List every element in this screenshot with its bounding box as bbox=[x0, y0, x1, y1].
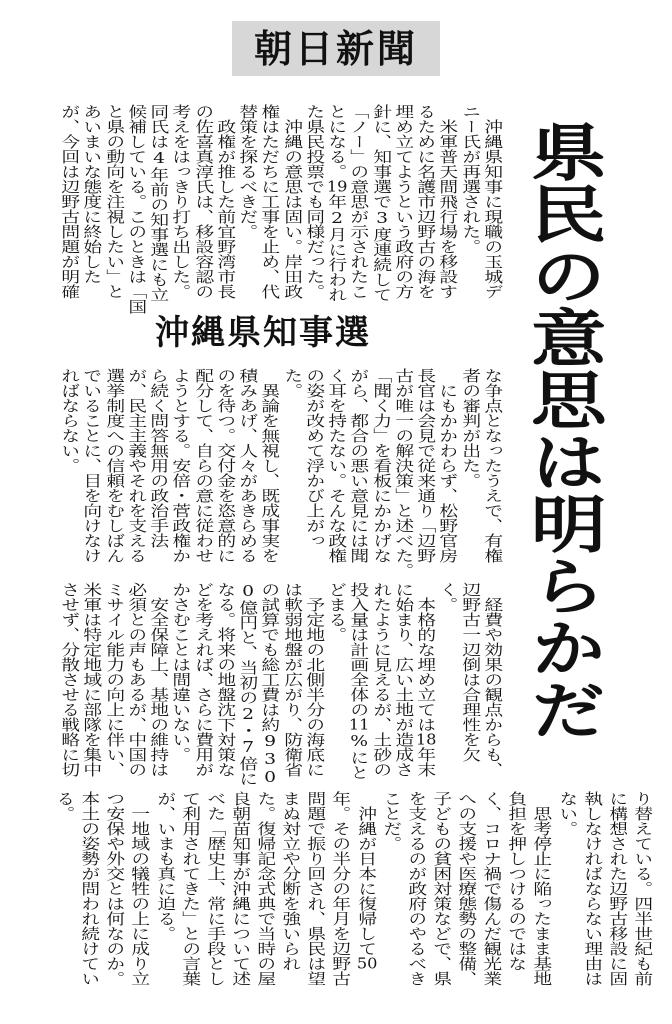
text-column: でいることに、目を向けなけ bbox=[81, 368, 104, 563]
text-column: ら続く問答無用の政治手法 bbox=[147, 368, 171, 548]
text-column: は軟弱地盤が広がり、防衛省 bbox=[281, 582, 304, 777]
text-column: 子どもの貧困対策などで、県 bbox=[430, 791, 454, 986]
text-column: 良朝苗知事が沖縄について述 bbox=[229, 791, 253, 986]
text-column: を支えるのが政府のやるべき bbox=[405, 791, 429, 986]
text-column: つ安保や外交とは何なのか。 bbox=[104, 791, 127, 986]
article-tier-1 bbox=[58, 104, 505, 316]
text-column: 配分して、自らの意に従わせ bbox=[192, 368, 215, 563]
text-column: く耳を持たない。そんな政権 bbox=[325, 368, 349, 563]
text-column: にもかかわらず、松野官房 bbox=[437, 368, 460, 563]
text-column: なる。将来の地盤沈下対策な bbox=[214, 582, 238, 777]
text-column: 辺野古一辺倒は合理性を欠 bbox=[459, 582, 482, 762]
text-column: まぬ対立や分断を強いられ bbox=[280, 791, 303, 971]
text-column: く、コロナ禍で傷んだ観光業 bbox=[481, 791, 504, 986]
text-column: 負担を押しつけるのではな bbox=[506, 791, 529, 971]
text-column: 者の審判が出た。 bbox=[459, 368, 482, 488]
text-column: あいまいな態度に終始した bbox=[81, 104, 104, 284]
text-column: るために名護市辺野古の海を bbox=[414, 104, 438, 299]
text-column: た。 bbox=[281, 368, 304, 398]
masthead-label: 朝日新聞 bbox=[253, 26, 418, 71]
text-column: 埋め立てようという政府の方 bbox=[392, 104, 416, 299]
text-column: 沖縄県知事に現職の玉城デ bbox=[481, 104, 505, 299]
text-column: 必須との声もあるが、中国の bbox=[125, 582, 149, 777]
text-column: ようとする。安倍・菅政権か bbox=[170, 368, 193, 563]
text-column: 古が唯一の解決策」と述べた。 bbox=[392, 368, 416, 578]
text-column: 積みあげ、人々があきらめる bbox=[236, 368, 260, 563]
text-column: 権はただちに工事を止め、代 bbox=[259, 104, 282, 299]
article-tier-2 bbox=[58, 368, 505, 580]
text-column: どまる。 bbox=[325, 582, 349, 642]
text-column: 針に、知事選で3度連続して bbox=[370, 104, 393, 302]
text-column: 替策を探るべきだ。 bbox=[236, 104, 260, 239]
article-tier-4 bbox=[53, 791, 655, 1003]
text-column: 考えをはっきり打ち出した。 bbox=[170, 104, 193, 299]
text-column: 候補している。このときは「国 bbox=[125, 104, 149, 314]
text-column: 沖縄が日本に復帰して50 bbox=[355, 791, 378, 971]
text-column: 問題で振り回され、県民は望 bbox=[305, 791, 328, 986]
text-column: とになる。19年2月に行われ bbox=[325, 104, 349, 302]
text-column: ればならない。 bbox=[58, 368, 82, 473]
article-tier-3 bbox=[58, 582, 505, 794]
text-column: 本土の姿勢が問われ続けてい bbox=[79, 791, 102, 986]
text-column: 選挙制度への信頼をむしばん bbox=[103, 368, 126, 563]
text-column: への支援や医療態勢の整備、 bbox=[455, 791, 479, 986]
text-column: 米軍は特定地域に部隊を集中 bbox=[81, 582, 104, 777]
masthead bbox=[232, 21, 440, 76]
text-column: る。 bbox=[53, 791, 77, 821]
headline: 県民の意思は明らかだ bbox=[518, 120, 608, 740]
text-column: が、民主主義やそれを支える bbox=[125, 368, 149, 563]
text-column: 年。その半分の年月を辺野古 bbox=[330, 791, 353, 986]
text-column: 0億円と、当初の2・7倍に bbox=[236, 582, 260, 786]
text-column: 政権が推した前宜野湾市長 bbox=[214, 104, 238, 299]
text-column: り替えている。四半世紀も前 bbox=[631, 791, 655, 986]
text-column: 経費や効果の観点からも、 bbox=[481, 582, 505, 777]
text-column: させず、分散させる戦略に切 bbox=[58, 582, 82, 777]
text-column: の姿が改めて浮かび上がっ bbox=[303, 368, 327, 548]
text-column: かさむことは間違いない。 bbox=[170, 582, 193, 762]
text-column: 本格的な埋め立ては18年末 bbox=[414, 582, 438, 777]
text-column: に始まり、広い土地が造成さ bbox=[392, 582, 416, 777]
text-column: ことだ。 bbox=[380, 791, 403, 851]
text-column: が、いまも真に迫る。 bbox=[154, 791, 177, 941]
text-column: て利用されてきた」との言葉 bbox=[179, 791, 202, 986]
text-column: 予定地の北側半分の海底に bbox=[303, 582, 327, 777]
text-column: 長官は会見で従来通り「辺野 bbox=[414, 368, 438, 563]
text-column: た県民投票でも同様だった。 bbox=[303, 104, 327, 299]
text-column: どを考えれば、さらに費用が bbox=[192, 582, 215, 777]
subheadline: 沖縄県知事選 bbox=[155, 313, 371, 353]
text-column: れたように見えるが、土砂の bbox=[370, 582, 393, 777]
text-column: 執しなければならない理由は bbox=[581, 791, 604, 986]
text-column: く。 bbox=[437, 582, 460, 612]
text-column: 沖縄の意思は固い。岸田政 bbox=[281, 104, 304, 299]
text-column: 投入量は計画全体の11%にと bbox=[348, 582, 371, 780]
text-column: 異論を無視し、既成事実を bbox=[259, 368, 282, 563]
text-column: 「ノー」の意思が示されたこ bbox=[348, 104, 371, 299]
text-column: 一地域の犠牲の上に成り立 bbox=[129, 791, 152, 986]
text-column: ない。 bbox=[556, 791, 579, 836]
text-column: 同氏は4年前の知事選にも立 bbox=[147, 104, 171, 302]
text-column: 安全保障上、基地の維持は bbox=[147, 582, 171, 777]
text-column: 「聞く力」を看板にかかげな bbox=[370, 368, 393, 563]
text-column: ミサイル能力の向上に伴い、 bbox=[103, 582, 126, 777]
text-column: な争点となったうえで、有権 bbox=[481, 368, 505, 563]
text-column: べた「歴史上、常に手段とし bbox=[204, 791, 228, 986]
text-column: のを待つ。交付金を恣意的に bbox=[214, 368, 238, 563]
text-column: の佐喜真淳氏は、移設容認の bbox=[192, 104, 215, 299]
text-column: の試算でも総工費は約930 bbox=[259, 582, 282, 786]
text-column: に構想された辺野古移設に固 bbox=[606, 791, 630, 986]
text-column: がら、都合の悪い意見には聞 bbox=[348, 368, 371, 563]
text-column: が、今回は辺野古問題が明確 bbox=[58, 104, 82, 299]
text-column: 思考停止に陥ったまま基地 bbox=[531, 791, 554, 986]
text-column: と県の動向を注視したい」と bbox=[103, 104, 126, 299]
text-column: ニー氏が再選された。 bbox=[459, 104, 482, 254]
text-column: 米軍普天間飛行場を移設す bbox=[437, 104, 460, 299]
text-column: た。復帰記念式典で当時の屋 bbox=[254, 791, 278, 986]
